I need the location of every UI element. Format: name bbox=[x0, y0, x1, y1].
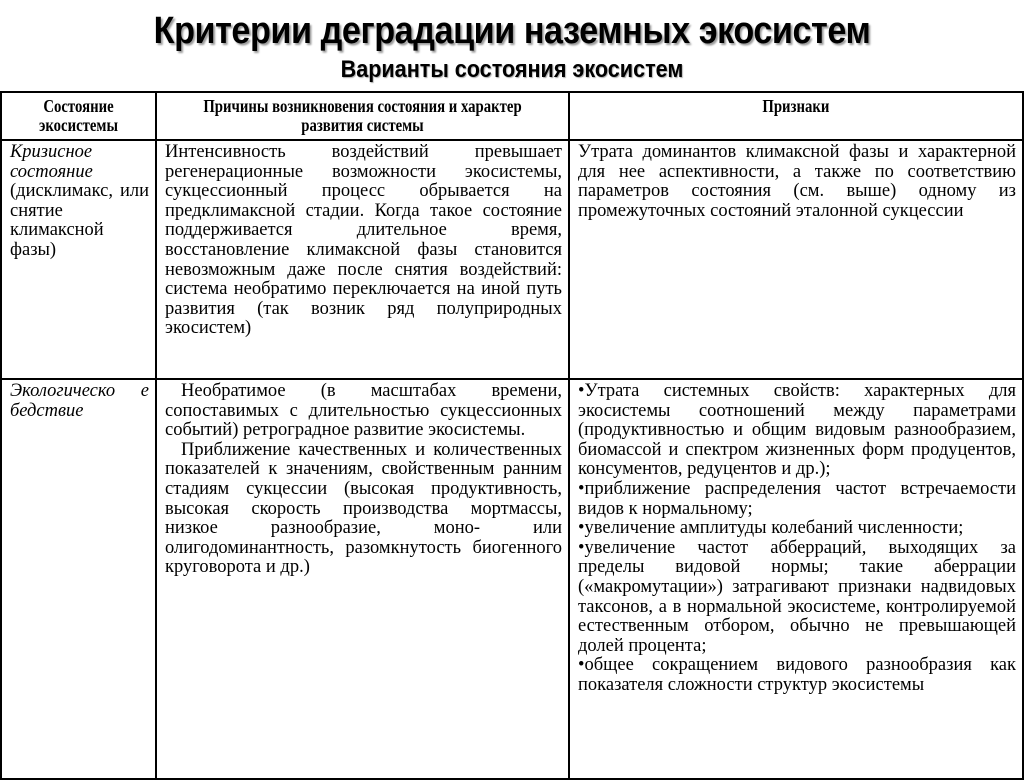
state-cell bbox=[1, 379, 156, 779]
header-state: Состояние экосистемы bbox=[1, 92, 156, 140]
table-row bbox=[1, 379, 1023, 779]
slide-subtitle: Варианты состояния экосистем bbox=[340, 56, 684, 83]
causes-cell bbox=[156, 140, 569, 379]
signs-cell bbox=[569, 379, 1023, 779]
causes-paragraph: Интенсивность воздействий превышает регенерационные возможности экосистемы, сукцессионный процесс обрывается на предклимаксной стадии. Когда такое состояние поддерживается длительное время, восстановление климаксной фазы становится невозможным даже после снятия воздействий: система необратимо переключается на иной путь развития (так возник ряд полуприродных экосистем) bbox=[165, 142, 562, 339]
causes-cell bbox=[156, 379, 569, 779]
causes-paragraph: Необратимое (в масштабах времени, сопоставимых с длительностью сукцессионных событий) ретроградное развитие экосистемы. bbox=[165, 381, 562, 441]
table-header-row bbox=[1, 92, 1023, 140]
state-name: Кризисное состояние bbox=[10, 142, 93, 182]
signs-bullet: • приближение распределения частот встречаемости видов к нормальному; bbox=[578, 480, 1016, 519]
header-causes: Причины возникновения состояния и характер развития системы bbox=[156, 92, 569, 140]
signs-bullet: • Утрата системных свойств: характерных для экосистемы соотношений между параметрами (продуктивностью и общим видовым разнообразием, биомассой и спектром жизненных форм продуцентов, консументов, редуцентов и др.); bbox=[578, 382, 1016, 480]
signs-paragraph: Утрата доминантов климаксной фазы и характерной для нее аспективности, а также по соответствию параметров состояния (см. выше) одному из промежуточных состояний эталонной сукцессии bbox=[578, 142, 1016, 221]
causes-paragraph: Приближение качественных и количественных показателей к значениям, свойственным ранним стадиям сукцессии (высокая продуктивность, высокая скорость производства мортмассы, низкое разнообразие, моно- или олигодоминантность, разомкнутость биогенного круговорота и др.) bbox=[165, 439, 562, 578]
ecosystem-states-table bbox=[0, 91, 1024, 780]
signs-bullet: • увеличение частот абберраций, выходящих за пределы видовой нормы; такие аберрации («макромутации») затрагивают признаки надвидовых таксонов, а в нормальной экосистеме, контролируемой естественным отбором, обычно не превышающей долей процента; bbox=[578, 539, 1016, 657]
state-cell bbox=[1, 140, 156, 379]
header-signs: Признаки bbox=[569, 92, 1023, 140]
table-row bbox=[1, 140, 1023, 379]
signs-bullet: • увеличение амплитуды колебаний численности; bbox=[578, 519, 1016, 539]
slide-title: Критерии деградации наземных экосистем bbox=[153, 10, 871, 52]
signs-bullet: • общее сокращением видового разнообразия как показателя сложности структур экосистемы bbox=[578, 656, 1016, 695]
signs-cell bbox=[569, 140, 1023, 379]
state-note: (дисклимакс, или снятие климаксной фазы) bbox=[10, 181, 149, 260]
state-name: Экологическо е бедствие bbox=[10, 381, 149, 421]
